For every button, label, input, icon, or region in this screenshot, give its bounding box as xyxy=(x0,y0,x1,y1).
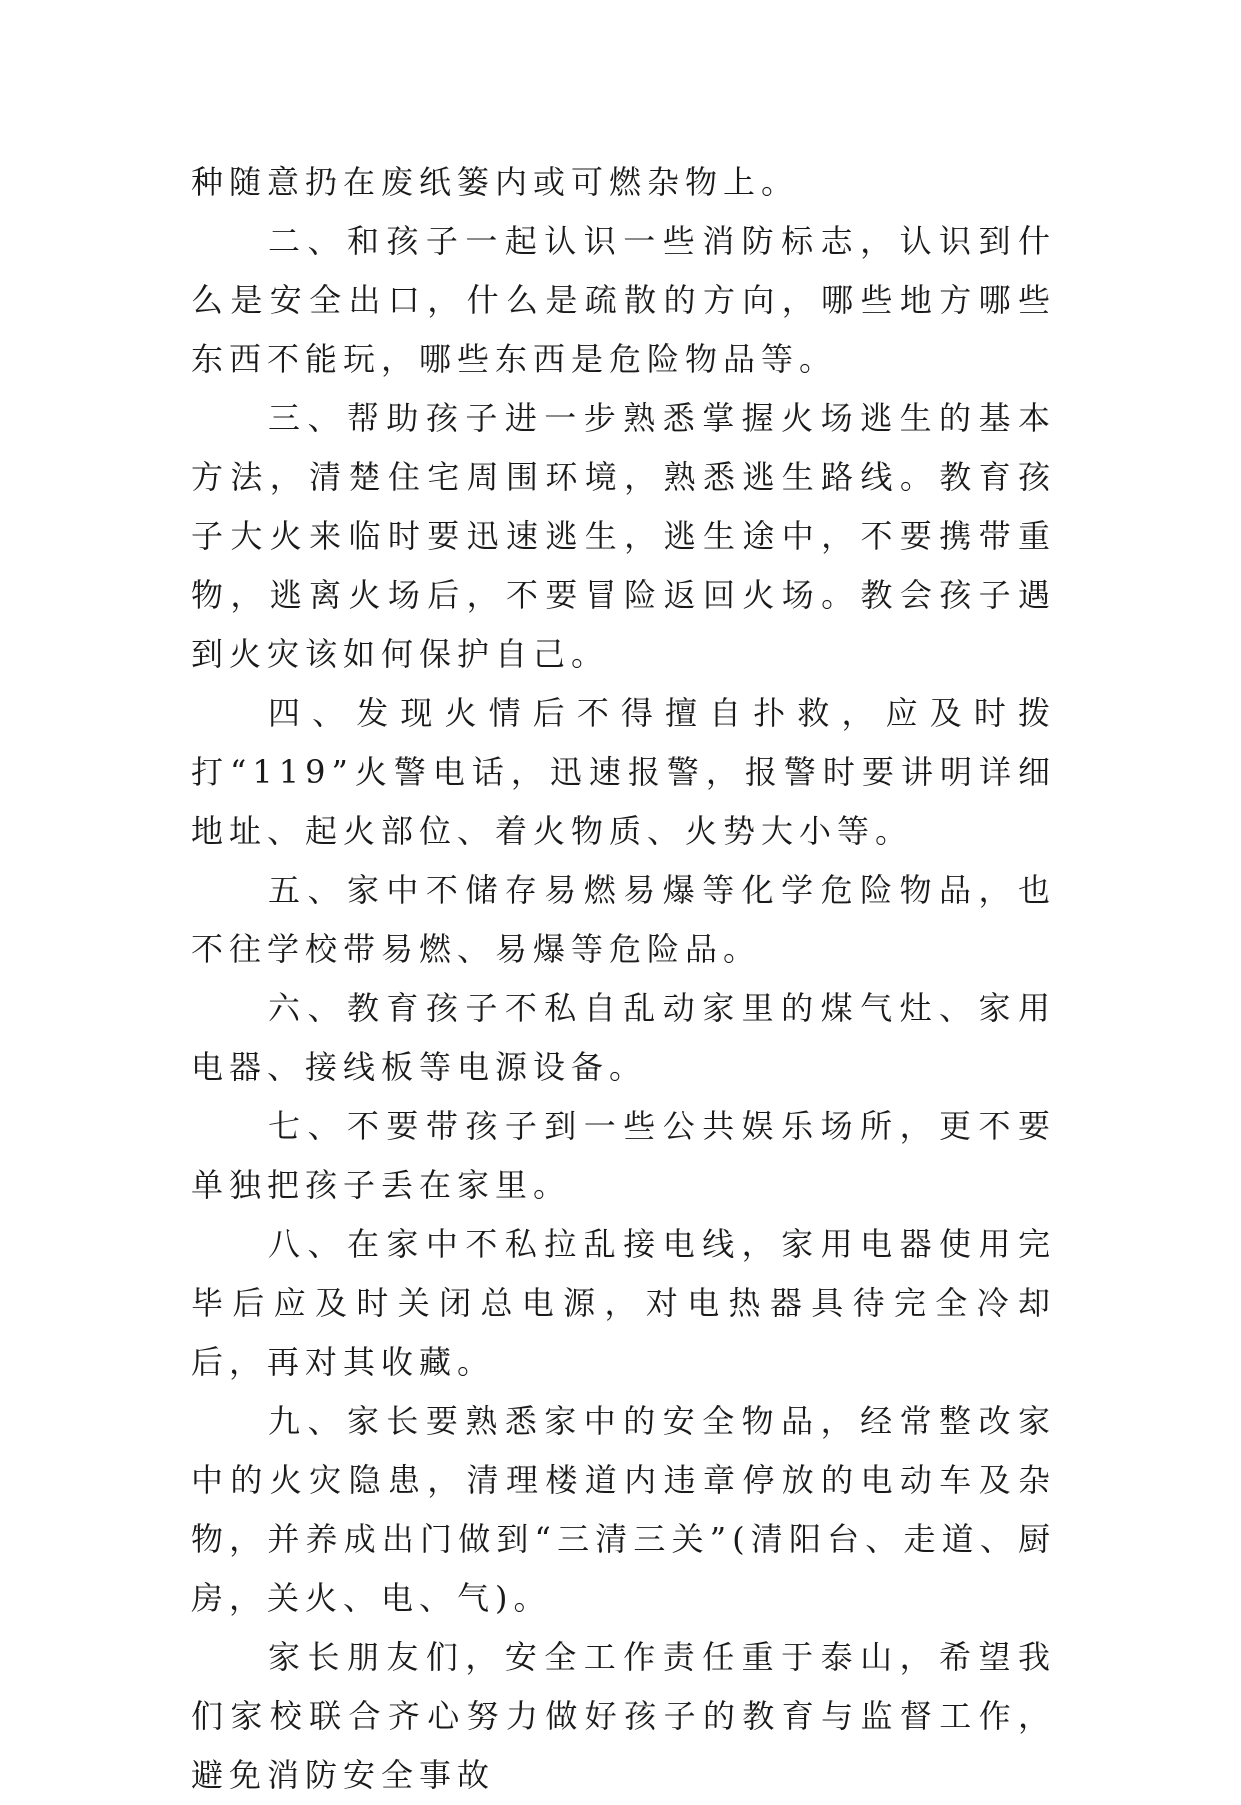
paragraph-continuation: 种随意扔在废纸篓内或可燃杂物上。 xyxy=(191,163,800,201)
document-body xyxy=(191,153,1056,1805)
paragraph-item-2: 二、和孩子一起认识一些消防标志，认识到什么是安全出口，什么是疏散的方向，哪些地方哪些东西不能玩，哪些东西是危险物品等。 xyxy=(191,222,1056,378)
paragraph-item-4: 四、发现火情后不得擅自扑救，应及时拨打“119”火警电话，迅速报警，报警时要讲明详细地址、起火部位、着火物质、火势大小等。 xyxy=(191,694,1056,850)
paragraph-closing: 家长朋友们，安全工作责任重于泰山，希望我们家校联合齐心努力做好孩子的教育与监督工作，避免消防安全事故 xyxy=(191,1638,1056,1794)
paragraph-item-6: 六、教育孩子不私自乱动家里的煤气灶、家用电器、接线板等电源设备。 xyxy=(191,989,1056,1086)
paragraph-item-5: 五、家中不储存易燃易爆等化学危险物品，也不往学校带易燃、易爆等危险品。 xyxy=(191,871,1056,968)
paragraph-item-9: 九、家长要熟悉家中的安全物品，经常整改家中的火灾隐患，清理楼道内违章停放的电动车及杂物，并养成出门做到“三清三关”(清阳台、走道、厨房，关火、电、气)。 xyxy=(191,1402,1056,1617)
paragraph-item-8: 八、在家中不私拉乱接电线，家用电器使用完毕后应及时关闭总电源，对电热器具待完全冷却后，再对其收藏。 xyxy=(191,1225,1056,1381)
paragraph-item-3: 三、帮助孩子进一步熟悉掌握火场逃生的基本方法，清楚住宅周围环境，熟悉逃生路线。教育孩子大火来临时要迅速逃生，逃生途中，不要携带重物，逃离火场后，不要冒险返回火场。教会孩子遇到火灾该如何保护自己。 xyxy=(191,399,1056,673)
paragraph-item-7: 七、不要带孩子到一些公共娱乐场所，更不要单独把孩子丢在家里。 xyxy=(191,1107,1056,1204)
